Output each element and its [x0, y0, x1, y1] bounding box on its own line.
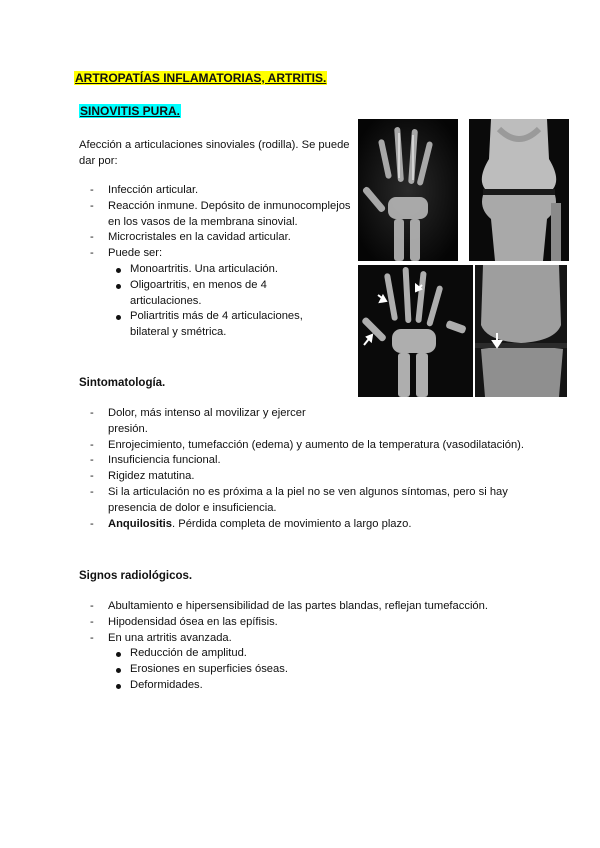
- list-item: - Abultamiento e hipersensibilidad de las partes blandas, reflejan tumefacción.: [79, 599, 549, 615]
- list-item: - Si la articulación no es próxima a la piel no se ven algunos síntomas, pero si hay presencia de dolor e insuficiencia.: [79, 485, 539, 517]
- types-list: [108, 262, 328, 341]
- list-item: - Reacción inmune. Depósito de inmunocomplejos en los vasos de la membrana sinovial.: [79, 199, 351, 231]
- list-item: - Rigidez matutina.: [79, 469, 539, 485]
- list-item: Monoartritis. Una articulación.: [108, 262, 328, 278]
- xray-hand-arthritis-image: [358, 265, 473, 397]
- list-item-label: Puede ser:: [108, 247, 163, 260]
- xray-hand-image: [358, 119, 458, 261]
- intro-paragraph: Afección a articulaciones sinoviales (rodilla). Se puede dar por:: [79, 139, 350, 167]
- advanced-signs-list: [108, 646, 549, 693]
- xray-knee-closeup-image: [475, 265, 567, 397]
- section-title: SINOVITIS PURA.: [80, 104, 181, 118]
- list-item: Erosiones en superficies óseas.: [108, 662, 549, 678]
- symptoms-list: [79, 406, 539, 532]
- list-item: [79, 631, 549, 694]
- list-item: [79, 517, 539, 533]
- list-item: - Insuficiencia funcional.: [79, 453, 539, 469]
- list-item: - Dolor, más intenso al movilizar y ejercer presión.: [79, 406, 333, 438]
- radiology-list: [79, 599, 549, 694]
- list-item-label: En una artritis avanzada.: [108, 631, 232, 644]
- list-item: Deformidades.: [108, 678, 549, 694]
- radiology-heading: Signos radiológicos.: [79, 570, 193, 582]
- list-item: Poliartritis más de 4 articulaciones, bilateral y smétrica.: [108, 309, 328, 341]
- list-item: Oligoartritis, en menos de 4 articulaciones.: [108, 278, 328, 310]
- symptoms-heading: Sintomatología.: [79, 377, 166, 389]
- xray-knee-image: [469, 119, 569, 261]
- anquilositis-term: Anquilositis: [108, 517, 173, 530]
- list-item: Reducción de amplitud.: [108, 646, 549, 662]
- list-item: - Hipodensidad ósea en las epífisis.: [79, 615, 549, 631]
- anquilositis-description: . Pérdida completa de movimiento a largo plazo.: [172, 517, 412, 530]
- list-item: - Infección articular.: [79, 183, 351, 199]
- causes-list: [79, 183, 351, 341]
- list-item: [79, 246, 351, 341]
- list-item: - Microcristales en la cavidad articular.: [79, 230, 351, 246]
- document-title: ARTROPATÍAS INFLAMATORIAS, ARTRITIS.: [75, 71, 327, 85]
- list-item: - Enrojecimiento, tumefacción (edema) y aumento de la temperatura (vasodilatación).: [79, 438, 539, 454]
